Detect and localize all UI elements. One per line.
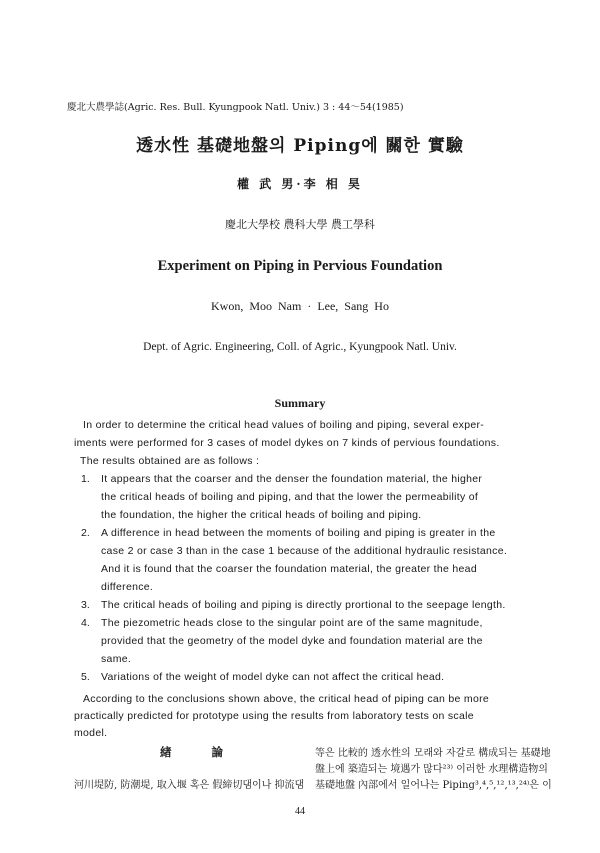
item-line: It appears that the coarser and the denser the foundation material, the higher xyxy=(101,473,483,485)
item-number: 5. xyxy=(81,671,90,683)
conclusion-line: practically predicted for prototype using the results from laboratory tests on scale xyxy=(74,710,474,722)
summary-intro-line: In order to determine the critical head values of boiling and piping, several exper- xyxy=(83,419,485,431)
item-line: Variations of the weight of model dyke can not affect the critical head. xyxy=(101,671,445,683)
item-line: The piezometric heads close to the singular point are of the same magnitude, xyxy=(101,617,483,629)
item-line: case 2 or case 3 than in the case 1 because of the additional hydraulic resistance. xyxy=(101,545,508,557)
authors-english: Kwon, Moo Nam · Lee, Sang Ho xyxy=(211,299,389,313)
item-line: And it is found that the coarser the foundation material, the greater the head xyxy=(101,563,477,575)
conclusion-line: model. xyxy=(74,727,108,739)
title-english: Experiment on Piping in Pervious Foundation xyxy=(157,258,443,274)
authors-korean: 權 武 男·李 相 昊 xyxy=(237,177,363,191)
item-line: difference. xyxy=(101,581,154,593)
item-line: same. xyxy=(101,653,132,665)
item-number: 2. xyxy=(81,527,90,539)
affiliation-english: Dept. of Agric. Engineering, Coll. of Agric., Kyungpook Natl. Univ. xyxy=(143,341,457,353)
page-number: 44 xyxy=(295,806,305,817)
summary-intro-line: The results obtained are as follows : xyxy=(80,455,260,467)
intro-left-line: 河川堤防, 防潮堤, 取入堰 혹은 假締切댐이나 抑流댐 xyxy=(74,780,305,791)
item-number: 1. xyxy=(81,473,90,485)
item-number: 3. xyxy=(81,599,90,611)
item-line: the critical heads of boiling and piping, and that the lower the permeability of xyxy=(101,491,479,503)
intro-right-line: 基礎地盤 內部에서 일어나는 Piping³,⁴,⁵,¹²,¹³,²⁴⁾은 이 xyxy=(315,780,552,791)
item-line: The critical heads of boiling and piping is directly prortional to the seepage length. xyxy=(101,599,506,611)
item-line: provided that the geometry of the model dyke and foundation material are the xyxy=(101,635,483,647)
conclusion-line: According to the conclusions shown above, the critical head of piping can be more xyxy=(83,693,490,705)
journal-citation: 慶北大農學誌(Agric. Res. Bull. Kyungpook Natl. Univ.) 3 : 44～54(1985) xyxy=(67,102,404,113)
summary-heading: Summary xyxy=(274,396,326,410)
item-number: 4. xyxy=(81,617,90,629)
title-korean: 透水性 基礎地盤의 Piping에 關한 實驗 xyxy=(136,136,464,156)
item-line: A difference in head between the moments of boiling and piping is greater in the xyxy=(101,527,496,539)
intro-right-line: 等은 比較的 透水性의 모래와 자갈로 構成되는 基礎地 xyxy=(315,748,551,759)
introduction-heading: 緖 論 xyxy=(160,745,242,759)
item-line: the foundation, the higher the critical heads of boiling and piping. xyxy=(101,509,422,521)
summary-intro-line: iments were performed for 3 cases of model dykes on 7 kinds of pervious foundations. xyxy=(74,437,500,449)
intro-right-line: 盤上에 築造되는 境遇가 많다²³⁾ 이러한 水理構造物의 xyxy=(315,764,548,775)
affiliation-korean: 慶北大學校 農科大學 農工學科 xyxy=(225,218,375,231)
